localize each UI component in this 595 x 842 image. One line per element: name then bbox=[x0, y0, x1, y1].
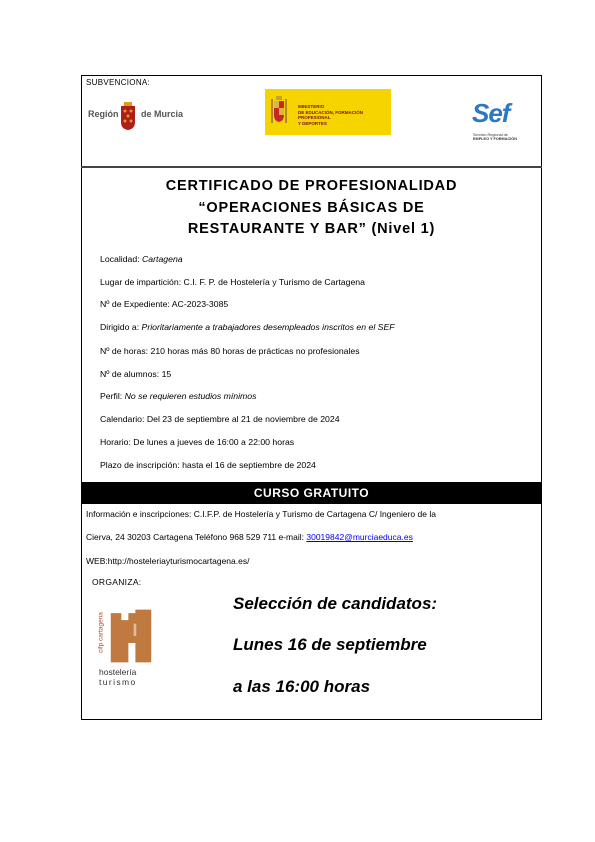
perfil-value: No se requieren estudios mínimos bbox=[124, 391, 257, 401]
localidad-label: Localidad: bbox=[100, 254, 143, 264]
numero-alumnos: Nº de alumnos: 15 bbox=[100, 369, 172, 379]
seleccion-line-2: Lunes 16 de septiembre bbox=[233, 635, 427, 654]
sef-wordmark: Sef bbox=[472, 98, 510, 128]
region-murcia-logo bbox=[88, 100, 188, 134]
lugar-imparticion: Lugar de impartición: C.I. F. P. de Hostelería y Turismo de Cartagena bbox=[100, 277, 365, 287]
perfil-label: Perfil: bbox=[100, 391, 125, 401]
contact-line-2 bbox=[86, 532, 413, 542]
ministerio-text bbox=[298, 104, 391, 126]
murcia-shield-icon bbox=[120, 102, 136, 130]
bottom-divider bbox=[81, 719, 542, 720]
cifp-building-icon bbox=[109, 605, 153, 667]
logo-murcia-text-left: Región bbox=[88, 109, 119, 119]
calendario: Calendario: Del 23 de septiembre al 21 de noviembre de 2024 bbox=[100, 414, 340, 424]
perfil bbox=[100, 391, 256, 401]
title-line-1: CERTIFICADO DE PROFESIONALIDAD bbox=[165, 178, 458, 194]
cifp-logo-line-2: turismo bbox=[99, 677, 137, 687]
plazo-inscripcion: Plazo de inscripción: hasta el 16 de septiembre de 2024 bbox=[100, 460, 316, 470]
cifp-logo-line-1: hostelería bbox=[99, 667, 137, 677]
subvenciona-label: SUBVENCIONA: bbox=[86, 78, 151, 87]
seleccion-line-3: a las 16:00 horas bbox=[233, 677, 371, 696]
ministerio-logo bbox=[265, 89, 391, 135]
title-line-3: RESTAURANTE Y BAR” (Nivel 1) bbox=[187, 221, 436, 237]
logo-murcia-text-right: de Murcia bbox=[141, 109, 184, 119]
ministerio-line-1: MINISTERIO bbox=[298, 104, 325, 109]
email-link[interactable]: 30019842@murciaeduca.es bbox=[306, 532, 413, 542]
sef-subtitle bbox=[473, 133, 517, 141]
cifp-side-text: cifp cartagena bbox=[97, 612, 105, 653]
localidad bbox=[100, 254, 183, 264]
seleccion-line-1: Selección de candidatos: bbox=[233, 594, 438, 613]
numero-horas: Nº de horas: 210 horas más 80 horas de prácticas no profesionales bbox=[100, 346, 360, 356]
spain-crest-icon bbox=[270, 95, 288, 127]
ministerio-line-3: Y DEPORTES bbox=[298, 120, 327, 126]
sef-logo bbox=[472, 100, 532, 142]
dirigido-value: Prioritariamente a trabajadores desempleados inscritos en el SEF bbox=[141, 322, 395, 332]
dirigido-label: Dirigido a: bbox=[100, 322, 142, 332]
sef-subtitle-line-1: Servicio Regional de bbox=[473, 133, 508, 137]
contact-line-1: Información e inscripciones: C.I.F.P. de Hostelería y Turismo de Cartagena C/ Ingeniero de la bbox=[86, 509, 436, 519]
sef-subtitle-line-2: EMPLEO Y FORMACIÓN bbox=[473, 137, 517, 142]
ministerio-line-2: DE EDUCACIÓN, FORMACIÓN PROFESIONAL bbox=[298, 109, 363, 120]
localidad-value: Cartagena bbox=[142, 254, 183, 264]
title-line-2: “OPERACIONES BÁSICAS DE bbox=[198, 200, 425, 216]
dirigido bbox=[100, 322, 395, 332]
contact-address: Cierva, 24 30203 Cartagena Teléfono 968 529 711 e-mail: bbox=[86, 532, 307, 542]
header-divider bbox=[81, 166, 542, 168]
curso-gratuito-banner: CURSO GRATUITO bbox=[81, 482, 542, 504]
expediente: Nº de Expediente: AC-2023-3085 bbox=[100, 299, 229, 309]
cifp-logo bbox=[97, 605, 157, 687]
organiza-label: ORGANIZA: bbox=[92, 577, 142, 587]
web-link[interactable]: WEB:http://hosteleriayturismocartagena.es/ bbox=[86, 556, 250, 566]
horario: Horario: De lunes a jueves de 16:00 a 22:00 horas bbox=[100, 437, 295, 447]
